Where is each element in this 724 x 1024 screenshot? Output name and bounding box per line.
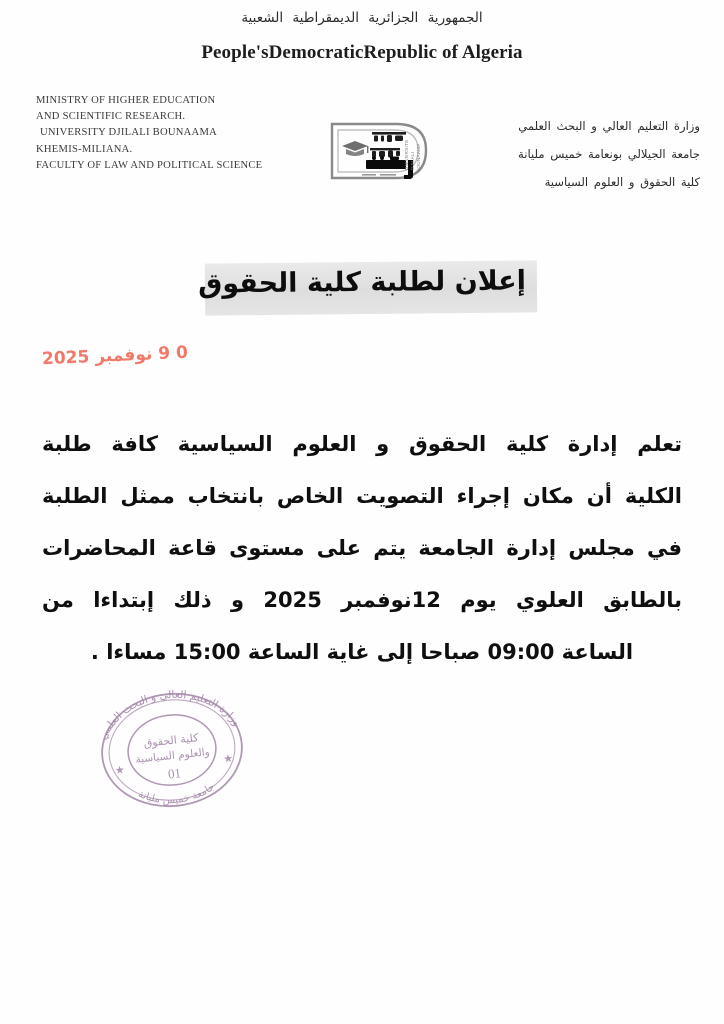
national-header-arabic: الجمهورية الجزائرية الديمقراطية الشعبية [241, 10, 483, 26]
svg-text:UNIVERSITE: UNIVERSITE [404, 139, 409, 170]
body-line-1: تعلم إدارة كلية الحقوق و العلوم السياسية كافة طلبة [42, 432, 682, 456]
date-stamp [42, 343, 189, 370]
official-round-stamp-icon [70, 678, 274, 821]
institution-en-line-1: MINISTRY OF HIGHER EDUCATION [36, 95, 216, 106]
svg-text:كلية الحقوق: كلية الحقوق [143, 731, 199, 750]
body-line-5: الساعة 09:00 صباحا إلى غاية الساعة 15:00 مساءا . [90, 640, 634, 664]
national-header-english: People'sDemocraticRepublic of Algeria [201, 42, 523, 63]
institution-block-english [36, 93, 296, 174]
institution-en-line-3: UNIVERSITY DJILALI BOUNAAMA [40, 127, 218, 139]
svg-text:DJILALI: DJILALI [410, 151, 415, 170]
institution-ar-line-3: كلية الحقوق و العلوم السياسية [544, 175, 700, 189]
body-line-3: في مجلس إدارة الجامعة يتم على مستوى قاعة المحاضرات [42, 536, 682, 560]
university-emblem-icon [322, 108, 438, 192]
institution-ar-line-1: وزارة التعليم العالي و البحث العلمي [518, 119, 700, 133]
date-stamp-day: 0 9 [157, 342, 189, 365]
institution-ar-line-2: جامعة الجيلالي بونعامة خميس مليانة [518, 147, 700, 161]
svg-text:والعلوم السياسية: والعلوم السياسية [134, 746, 211, 766]
svg-text:BOUNAAMA: BOUNAAMA [416, 143, 421, 172]
svg-text:وزارة التعليم العالي و البحث ا: وزارة التعليم العالي و البحث العلمي [97, 688, 243, 742]
institution-en-line-2: AND SCIENTIFIC RESEARCH. [36, 111, 186, 123]
svg-text:01: 01 [167, 765, 182, 782]
date-stamp-month-year: نوفمبر 2025 [41, 344, 153, 370]
announcement-title-area [0, 262, 724, 320]
page-title: إعلان لطلبة كلية الحقوق [197, 265, 527, 300]
institution-block-arabic [430, 112, 700, 196]
institution-en-line-5: FACULTY OF LAW AND POLITICAL SCIENCE [36, 159, 263, 171]
institution-en-line-4: KHEMIS-MILIANA. [36, 143, 133, 155]
svg-text:★: ★ [222, 751, 234, 766]
announcement-body [42, 418, 682, 678]
svg-text:★: ★ [114, 763, 126, 778]
body-line-2: الكلية أن مكان إجراء التصويت الخاص بانتخاب ممثل الطلبة [42, 484, 682, 508]
svg-text:جامعة خميس مليانة: جامعة خميس مليانة [136, 781, 217, 807]
body-line-4: بالطابق العلوي يوم 12نوفمبر 2025 و ذلك إبتداءا من [42, 588, 683, 612]
